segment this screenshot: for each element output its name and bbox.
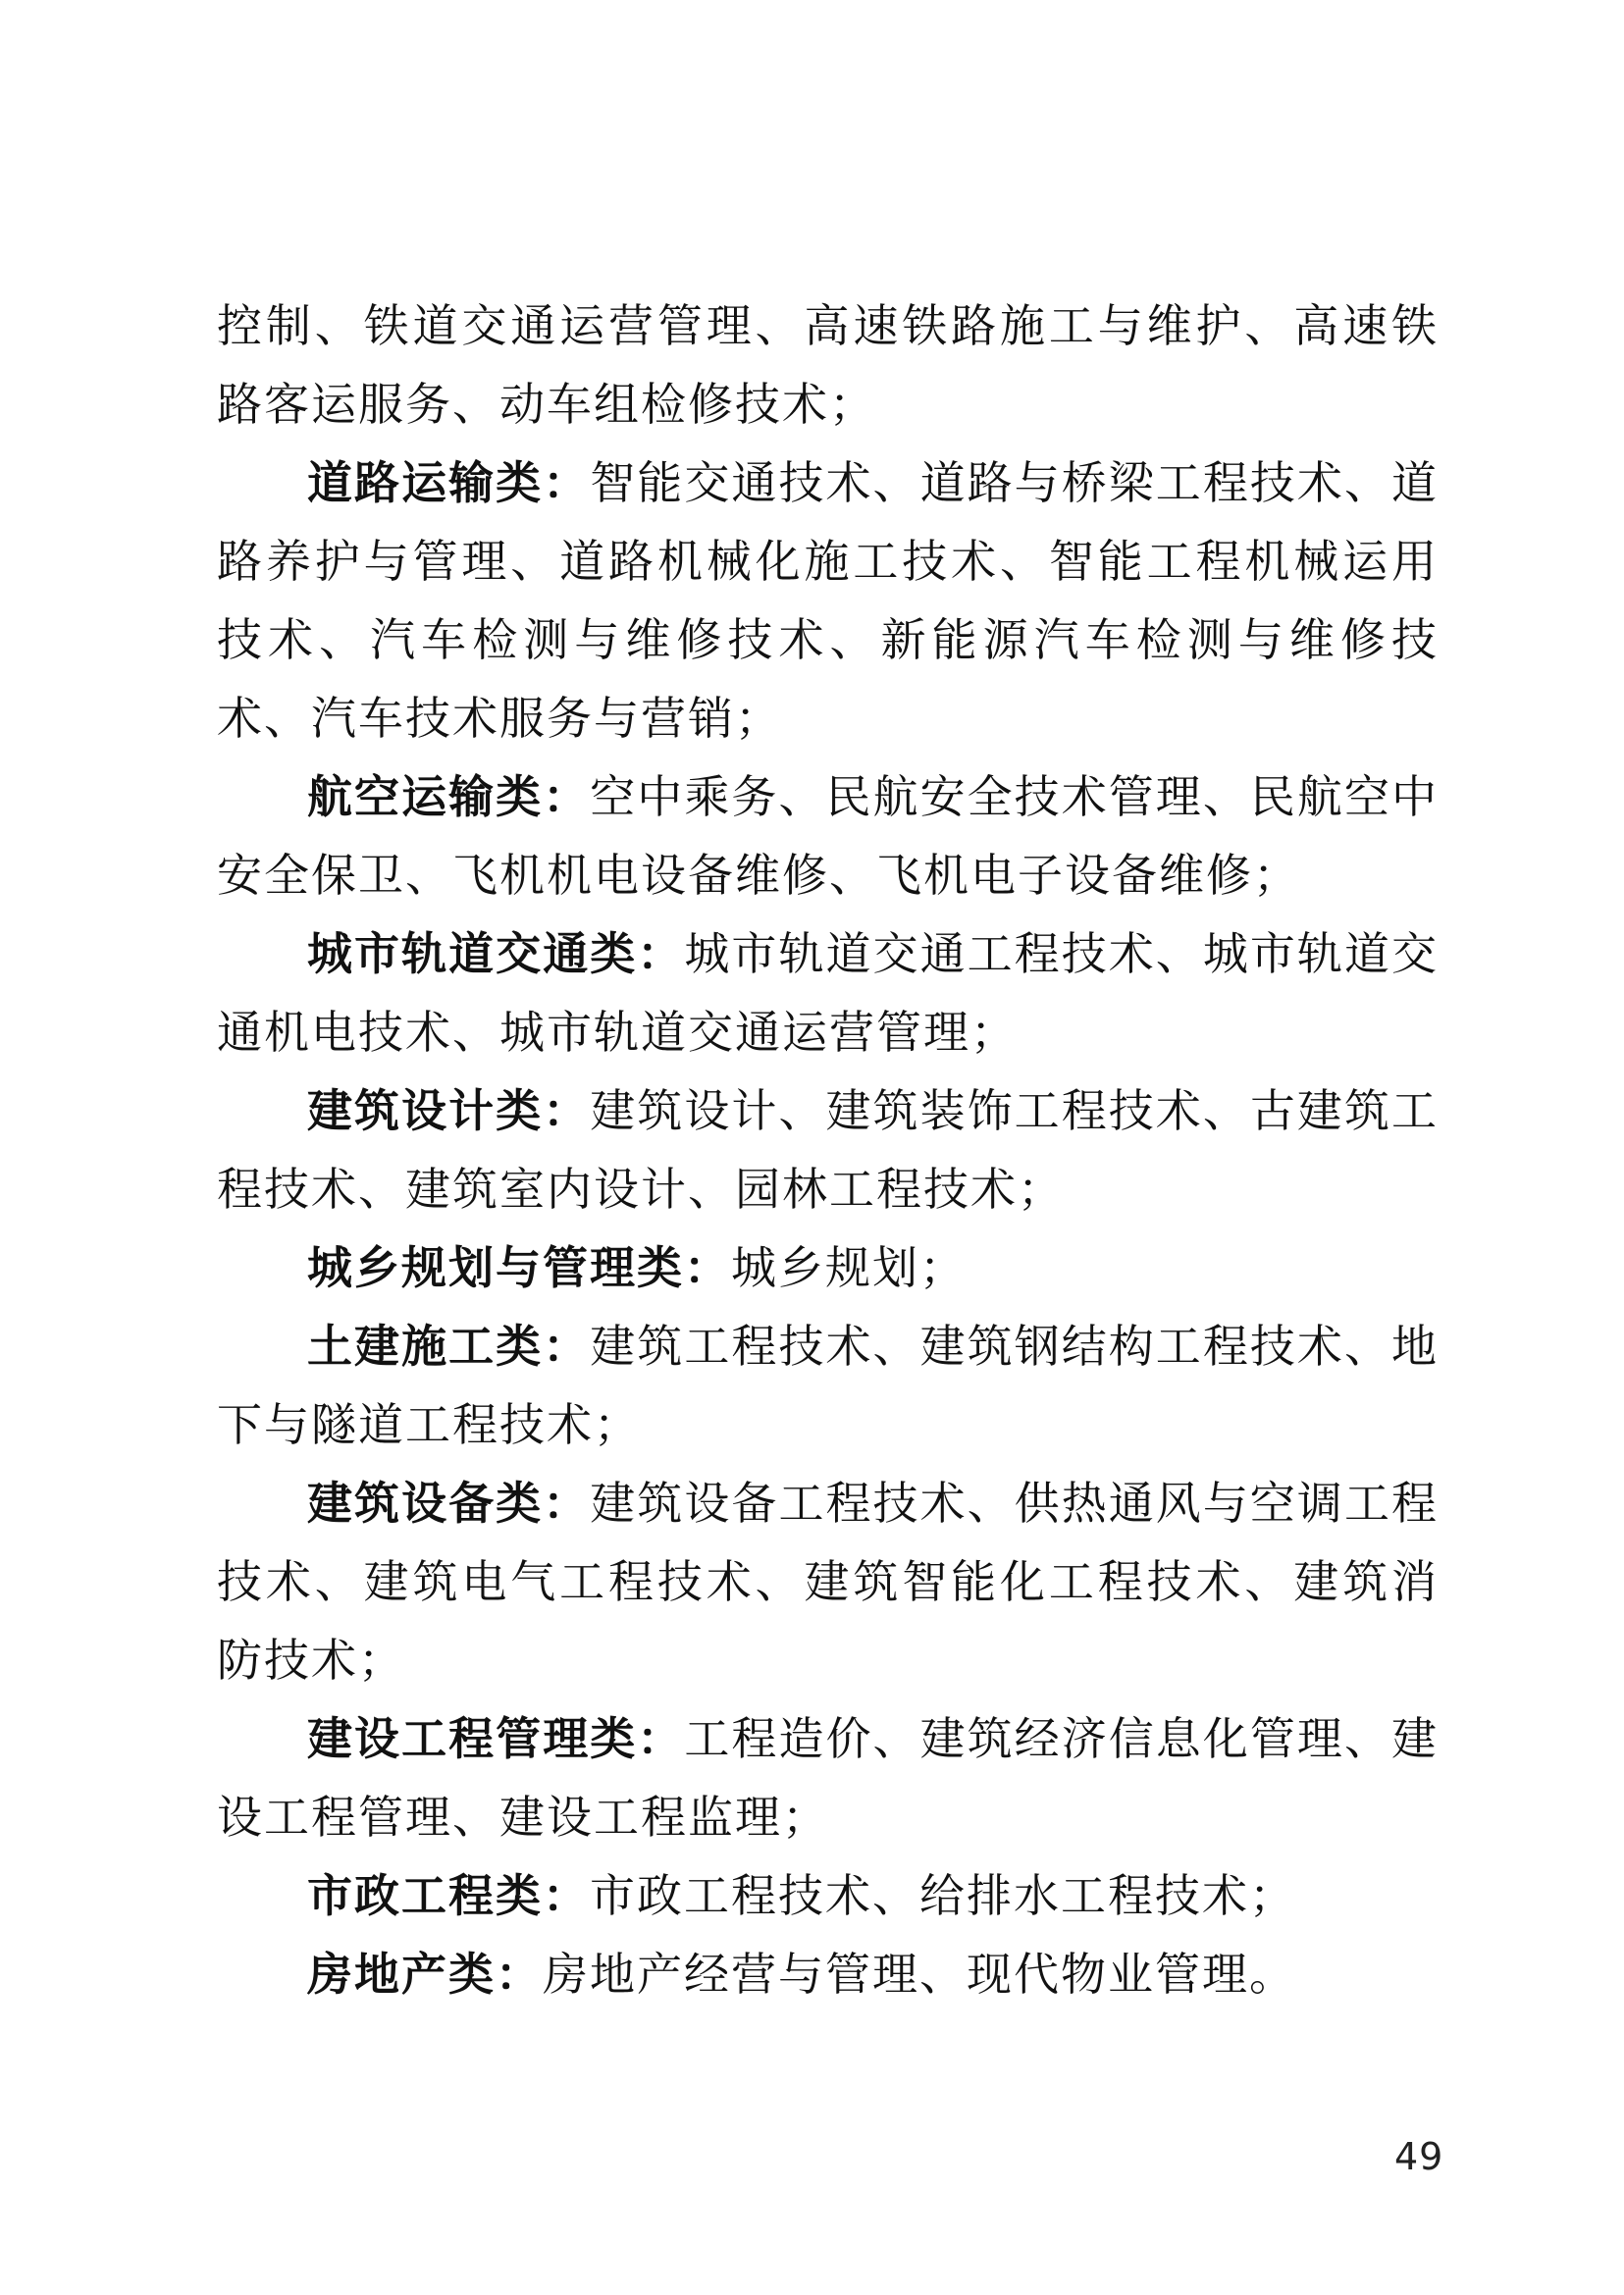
majors-text: 市政工程技术、给排水工程技术；: [590, 1869, 1296, 1922]
category-label: 道路运输类：: [307, 456, 591, 509]
majors-text: 城乡规划；: [731, 1241, 967, 1294]
paragraph-road-transport: [217, 443, 1439, 757]
category-label: 建筑设备类：: [307, 1477, 591, 1530]
paragraph-architecture-design: [217, 1071, 1439, 1228]
page-number: 49: [1394, 2135, 1444, 2178]
majors-text: 建筑设计、建筑装饰工程技术、古建筑工程技术、建筑室内设计、园林工程技术；: [217, 1084, 1440, 1216]
paragraph-real-estate: [217, 1935, 1439, 2013]
category-label: 市政工程类：: [307, 1869, 590, 1922]
category-label: 土建施工类：: [307, 1320, 591, 1373]
continuation-paragraph: 控制、铁道交通运营管理、高速铁路施工与维护、高速铁路客运服务、动车组检修技术；: [217, 299, 1439, 431]
paragraph-building-equipment: [217, 1464, 1439, 1699]
majors-text: 空中乘务、民航安全技术管理、民航空中安全保卫、飞机机电设备维修、飞机电子设备维修；: [217, 770, 1440, 902]
majors-text: 房地产经营与管理、现代物业管理。: [543, 1948, 1296, 2001]
majors-text: 建筑设备工程技术、供热通风与空调工程技术、建筑电气工程技术、建筑智能化工程技术、建筑消防技术；: [217, 1477, 1440, 1687]
majors-text: 工程造价、建筑经济信息化管理、建设工程管理、建设工程监理；: [217, 1712, 1440, 1844]
majors-text: 建筑工程技术、建筑钢结构工程技术、地下与隧道工程技术；: [217, 1320, 1440, 1451]
category-label: 城乡规划与管理类：: [307, 1241, 731, 1294]
category-label: 建筑设计类：: [307, 1084, 591, 1137]
paragraph-municipal-engineering: [217, 1856, 1439, 1935]
document-body: [217, 287, 1439, 2013]
category-label: 建设工程管理类：: [307, 1712, 685, 1765]
paragraph-urban-rail: [217, 914, 1439, 1071]
paragraph-construction-management: [217, 1699, 1439, 1856]
paragraph-civil-construction: [217, 1307, 1439, 1464]
category-label: 城市轨道交通类：: [307, 927, 685, 980]
majors-text: 智能交通技术、道路与桥梁工程技术、道路养护与管理、道路机械化施工技术、智能工程机械运用技术、汽车检测与维修技术、新能源汽车检测与维修技术、汽车技术服务与营销；: [217, 456, 1440, 745]
paragraph-urban-planning: [217, 1228, 1439, 1307]
category-label: 航空运输类：: [307, 770, 591, 823]
paragraph-air-transport: [217, 757, 1439, 914]
majors-text: 城市轨道交通工程技术、城市轨道交通机电技术、城市轨道交通运营管理；: [217, 927, 1440, 1059]
category-label: 房地产类：: [307, 1948, 543, 2001]
